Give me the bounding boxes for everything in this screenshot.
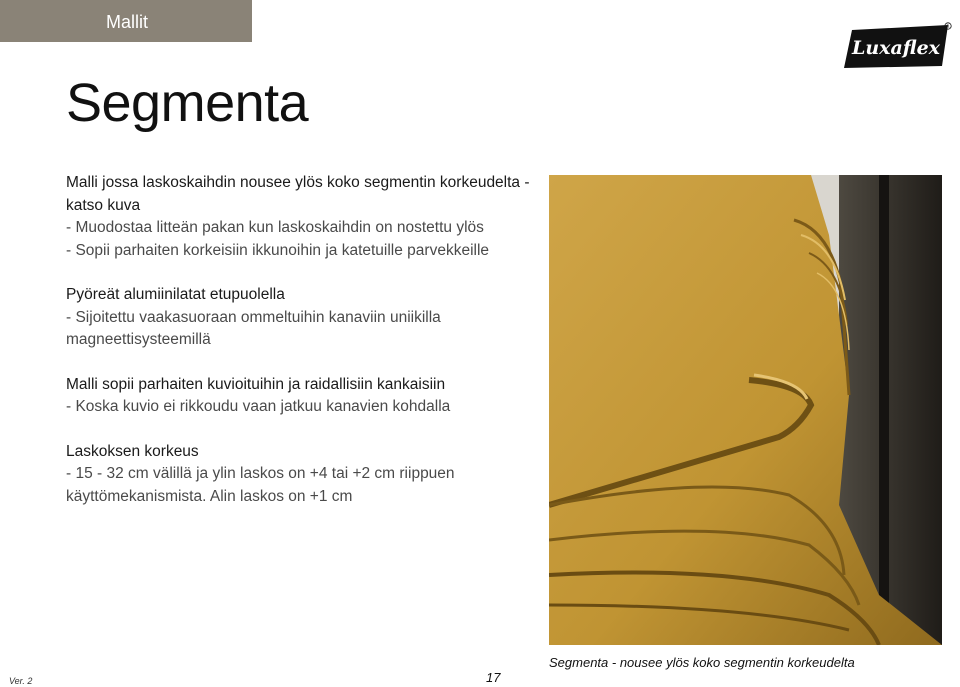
page-number: 17 [486,670,501,685]
luxaflex-logo [842,22,954,70]
section-detail: - Sopii parhaiten korkeisiin ikkunoihin ja katetuille parvekkeille [66,241,490,259]
page-title: Segmenta [66,73,309,133]
section-detail: - 15 - 32 cm välillä ja ylin laskos on +4 tai +2 cm riippuen käyttömekanismista. Alin laskos on +1 cm [66,465,455,505]
section-heading: Laskoksen korkeus [66,442,199,460]
svg-text:R: R [946,25,950,30]
photo-caption: Segmenta - nousee ylös koko segmentin korkeudelta [549,655,855,670]
feature-section [66,374,546,419]
brand-wordmark: Luxaflex [851,37,941,59]
feature-section [66,172,546,262]
section-tab: Mallit [0,0,252,42]
feature-section [66,441,546,509]
section-detail: - Muodostaa litteän pakan kun laskoskaihdin on nostettu ylös [66,219,484,236]
section-detail: - Koska kuvio ei rikkoudu vaan jatkuu kanavien kohdalla [66,398,451,415]
section-heading: Pyöreät alumiinilatat etupuolella [66,286,285,303]
section-heading: Malli sopii parhaiten kuvioituihin ja raidallisiin kankaisiin [66,375,446,393]
fabric-illustration [549,175,942,645]
feature-section [66,284,546,352]
section-detail: - Sijoitettu vaakasuoraan ommeltuihin kanaviin uniikilla magneettisysteemillä [66,308,441,348]
feature-list [66,172,546,530]
version-label: Ver. 2 [9,676,33,686]
section-heading: Malli jossa laskoskaihdin nousee ylös koko segmentin korkeudelta - katso kuva [66,174,530,214]
roman-shade-photo [549,175,942,645]
